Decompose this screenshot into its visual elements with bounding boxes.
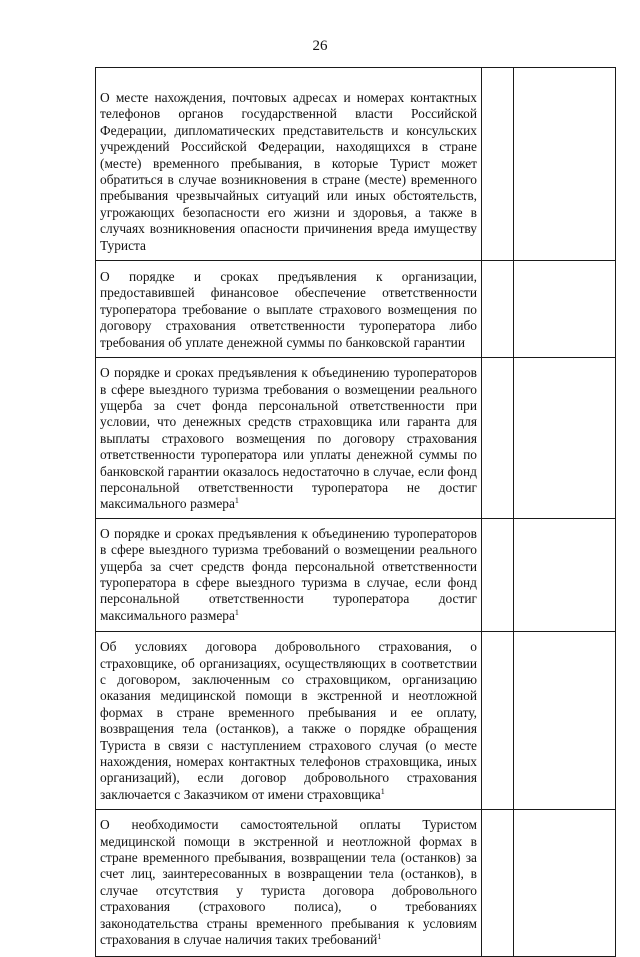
table-row xyxy=(96,68,616,261)
empty-cell xyxy=(514,810,616,956)
footnote-marker: 1 xyxy=(234,607,239,617)
info-text: О порядке и сроках предъявления к организации, предоставившей финансовое обеспечение ответственности туроператора требование о выплате страхового возмещения по договору страхования ответственности туроператора либо требования об уплате денежной суммы по банковской гарантии xyxy=(100,269,477,350)
footnote-marker: 1 xyxy=(380,786,385,796)
empty-cell xyxy=(482,632,514,810)
info-text-cell xyxy=(96,358,482,519)
info-text-cell xyxy=(96,632,482,810)
empty-cell xyxy=(514,358,616,519)
empty-cell xyxy=(514,68,616,261)
info-text: О порядке и сроках предъявления к объединению туроператоров в сфере выездного туризма требований о возмещении реального ущерба за счет средств фонда персональной ответственности туроператора в сфере выездного туризма в случае, если фонд персональной ответственности туроператора достиг максимального размера xyxy=(100,525,477,623)
info-text-cell xyxy=(96,68,482,261)
table-row xyxy=(96,261,616,358)
empty-cell xyxy=(482,518,514,631)
empty-cell xyxy=(482,358,514,519)
info-text-cell xyxy=(96,518,482,631)
table-row xyxy=(96,518,616,631)
table-row xyxy=(96,358,616,519)
info-text: О порядке и сроках предъявления к объединению туроператоров в сфере выездного туризма требования о возмещении реального ущерба за счет фонда персональной ответственности при условии, что денежных средств страховщика или гаранта для выплаты страхового возмещения по договору страхования ответственности туроператора или уплаты денежной суммы по банковской гарантии оказалось недостаточно в случае, если фонд персональной ответственности туроператора не достиг максимального размера xyxy=(100,365,477,512)
empty-cell xyxy=(514,518,616,631)
info-text: О месте нахождения, почтовых адресах и номерах контактных телефонов органов государственной власти Российской Федерации, дипломатических представительств и консульских учреждений Российской Федерации, находящихся в стране (месте) временного пребывания, в которые Турист может обратиться в случае возникновения в стране (месте) временного пребывания чрезвычайных ситуаций или иных обстоятельств, угрожающих безопасности его жизни и здоровья, а также в случаях возникновения опасности причинения вреда имуществу Туриста xyxy=(100,90,477,253)
empty-cell xyxy=(482,68,514,261)
footnote-marker: 1 xyxy=(377,932,382,942)
info-text-cell xyxy=(96,810,482,956)
information-table xyxy=(95,67,616,957)
info-text: О необходимости самостоятельной оплаты Туристом медицинской помощи в экстренной и неотложной формах в стране временного пребывания, возвращении тела (останков) за счет лиц, заинтересованных в возвращении тела (останков), в случае отсутствия у туриста договора добровольного страхования (страхового полиса), о требованиях законодательства страны временного пребывания к условиям страхования в случае наличия таких требований xyxy=(100,817,477,948)
page-number: 26 xyxy=(312,38,328,54)
footnote-marker: 1 xyxy=(234,496,239,506)
empty-cell xyxy=(482,810,514,956)
table-row xyxy=(96,810,616,956)
info-text: Об условиях договора добровольного страхования, о страховщике, об организациях, осуществляющих в соответствии с договором, заключенным со страховщиком, организацию оказания медицинской помощи в экстренной и неотложной формах в стране временного пребывания и ее оплату, возвращения тела (останков), а также о порядке обращения Туриста в связи с наступлением страхового случая (о месте нахождения, номерах контактных телефонов страховщика, иных организаций), если договор добровольного страхования заключается с Заказчиком от имени страховщика xyxy=(100,639,477,802)
table-row xyxy=(96,632,616,810)
empty-cell xyxy=(514,261,616,358)
empty-cell xyxy=(482,261,514,358)
empty-cell xyxy=(514,632,616,810)
info-text-cell xyxy=(96,261,482,358)
